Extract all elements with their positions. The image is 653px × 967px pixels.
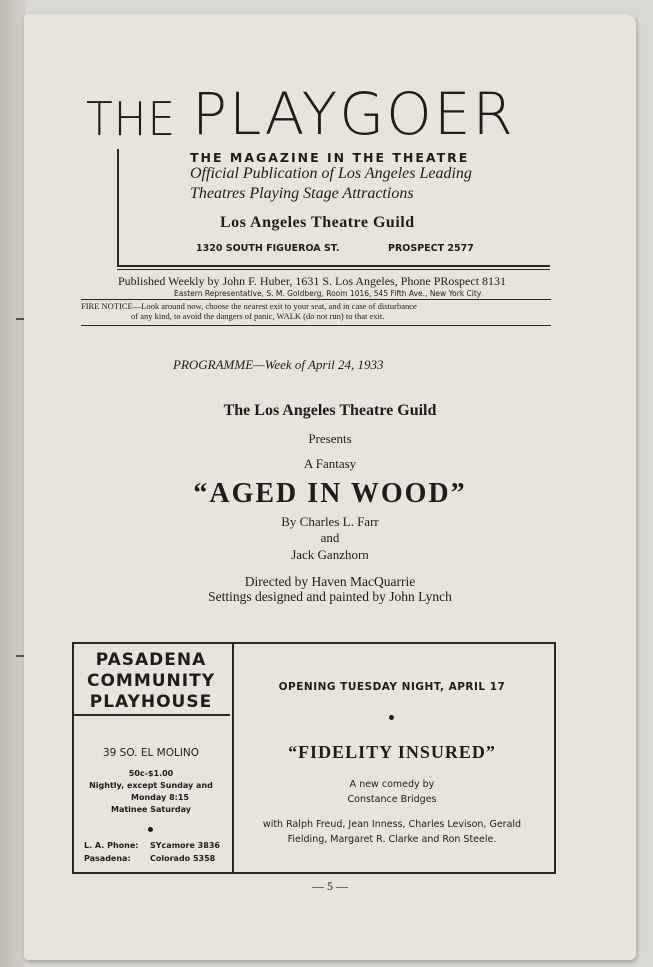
divider: [72, 714, 230, 716]
coauthor: Jack Ganzhorn: [291, 547, 369, 562]
schedule-line-2: Monday 8:15: [131, 793, 189, 802]
settings-credit: Settings designed and painted by John Lynch: [208, 589, 452, 604]
guild-address: 1320 SOUTH FIGUEROA ST.: [196, 243, 340, 254]
name-line-2: COMMUNITY: [86, 671, 216, 691]
cast-line-1: with Ralph Freud, Jean Inness, Charles Levison, Gerald: [262, 819, 522, 830]
la-phone-label: L. A. Phone:: [84, 841, 139, 850]
programme-week: PROGRAMME—Week of April 24, 1933: [173, 357, 384, 372]
desc-line-2: Constance Bridges: [347, 794, 437, 805]
divider: [117, 265, 550, 267]
page-number: — 5 —: [312, 879, 348, 893]
author-and: and: [320, 530, 340, 545]
presents: Presents: [308, 431, 352, 446]
prices: 50c-$1.00: [128, 769, 174, 778]
name-line-1: PASADENA: [95, 650, 207, 670]
official-line-2: Theatres Playing Stage Attractions: [190, 185, 414, 202]
staple: [16, 655, 24, 657]
divider: [117, 269, 550, 270]
playhouse-address: 39 SO. EL MOLINO: [102, 747, 200, 759]
opening-notice: OPENING TUESDAY NIGHT, APRIL 17: [278, 681, 506, 693]
staple: [16, 318, 24, 320]
pasadena-phone: Colorado 5358: [150, 854, 216, 863]
official-line-1: Official Publication of Los Angeles Leading: [190, 165, 472, 182]
masthead-playgoer: PLAYGOER: [192, 80, 515, 148]
publisher-line: Published Weekly by John F. Huber, 1631 S. Los Angeles, Phone PRospect 8131: [118, 274, 507, 288]
guild-name: Los Angeles Theatre Guild: [220, 214, 415, 231]
genre: A Fantasy: [303, 456, 357, 471]
la-phone: SYcamore 3836: [150, 841, 220, 850]
name-line-3: PLAYHOUSE: [89, 692, 213, 712]
page-gutter: [0, 0, 26, 967]
pasadena-phone-label: Pasadena:: [84, 854, 131, 863]
bullet: [148, 827, 153, 832]
pasadena-playhouse-name: [72, 650, 230, 713]
schedule-line-1: Nightly, except Sunday and: [89, 781, 213, 790]
bullet: [389, 715, 394, 720]
schedule-line-3: Matinee Saturday: [111, 805, 191, 814]
fire-notice: [81, 301, 551, 321]
masthead-tagline: THE MAGAZINE IN THE THEATRE: [190, 150, 470, 165]
cast-line-2: Fielding, Margaret R. Clarke and Ron Steele.: [287, 834, 497, 845]
play-title: “AGED IN WOOD”: [193, 478, 467, 509]
comedy-description: [232, 777, 552, 807]
masthead-rule: [117, 149, 119, 267]
director: Directed by Haven MacQuarrie: [244, 574, 416, 589]
magazine-page: [24, 14, 636, 960]
author: By Charles L. Farr: [281, 514, 379, 529]
divider: [81, 325, 551, 326]
masthead-the: THE: [86, 92, 177, 146]
fidelity-title: “FIDELITY INSURED”: [288, 742, 496, 762]
desc-line-1: A new comedy by: [349, 779, 435, 790]
divider: [81, 299, 551, 300]
presenter: The Los Angeles Theatre Guild: [223, 402, 437, 419]
eastern-representative: Eastern Representative, S. M. Goldberg, Room 1016, 545 Fifth Ave., New York City: [174, 289, 482, 298]
fire-notice-line-2: of any kind, to avoid the dangers of panic, WALK (do not run) to that exit.: [131, 311, 385, 321]
fire-notice-line-1: FIRE NOTICE—Look around now, choose the nearest exit to your seat, and in case of disturbance: [81, 301, 417, 311]
guild-phone: PROSPECT 2577: [388, 243, 474, 254]
cast-list: [232, 817, 552, 847]
